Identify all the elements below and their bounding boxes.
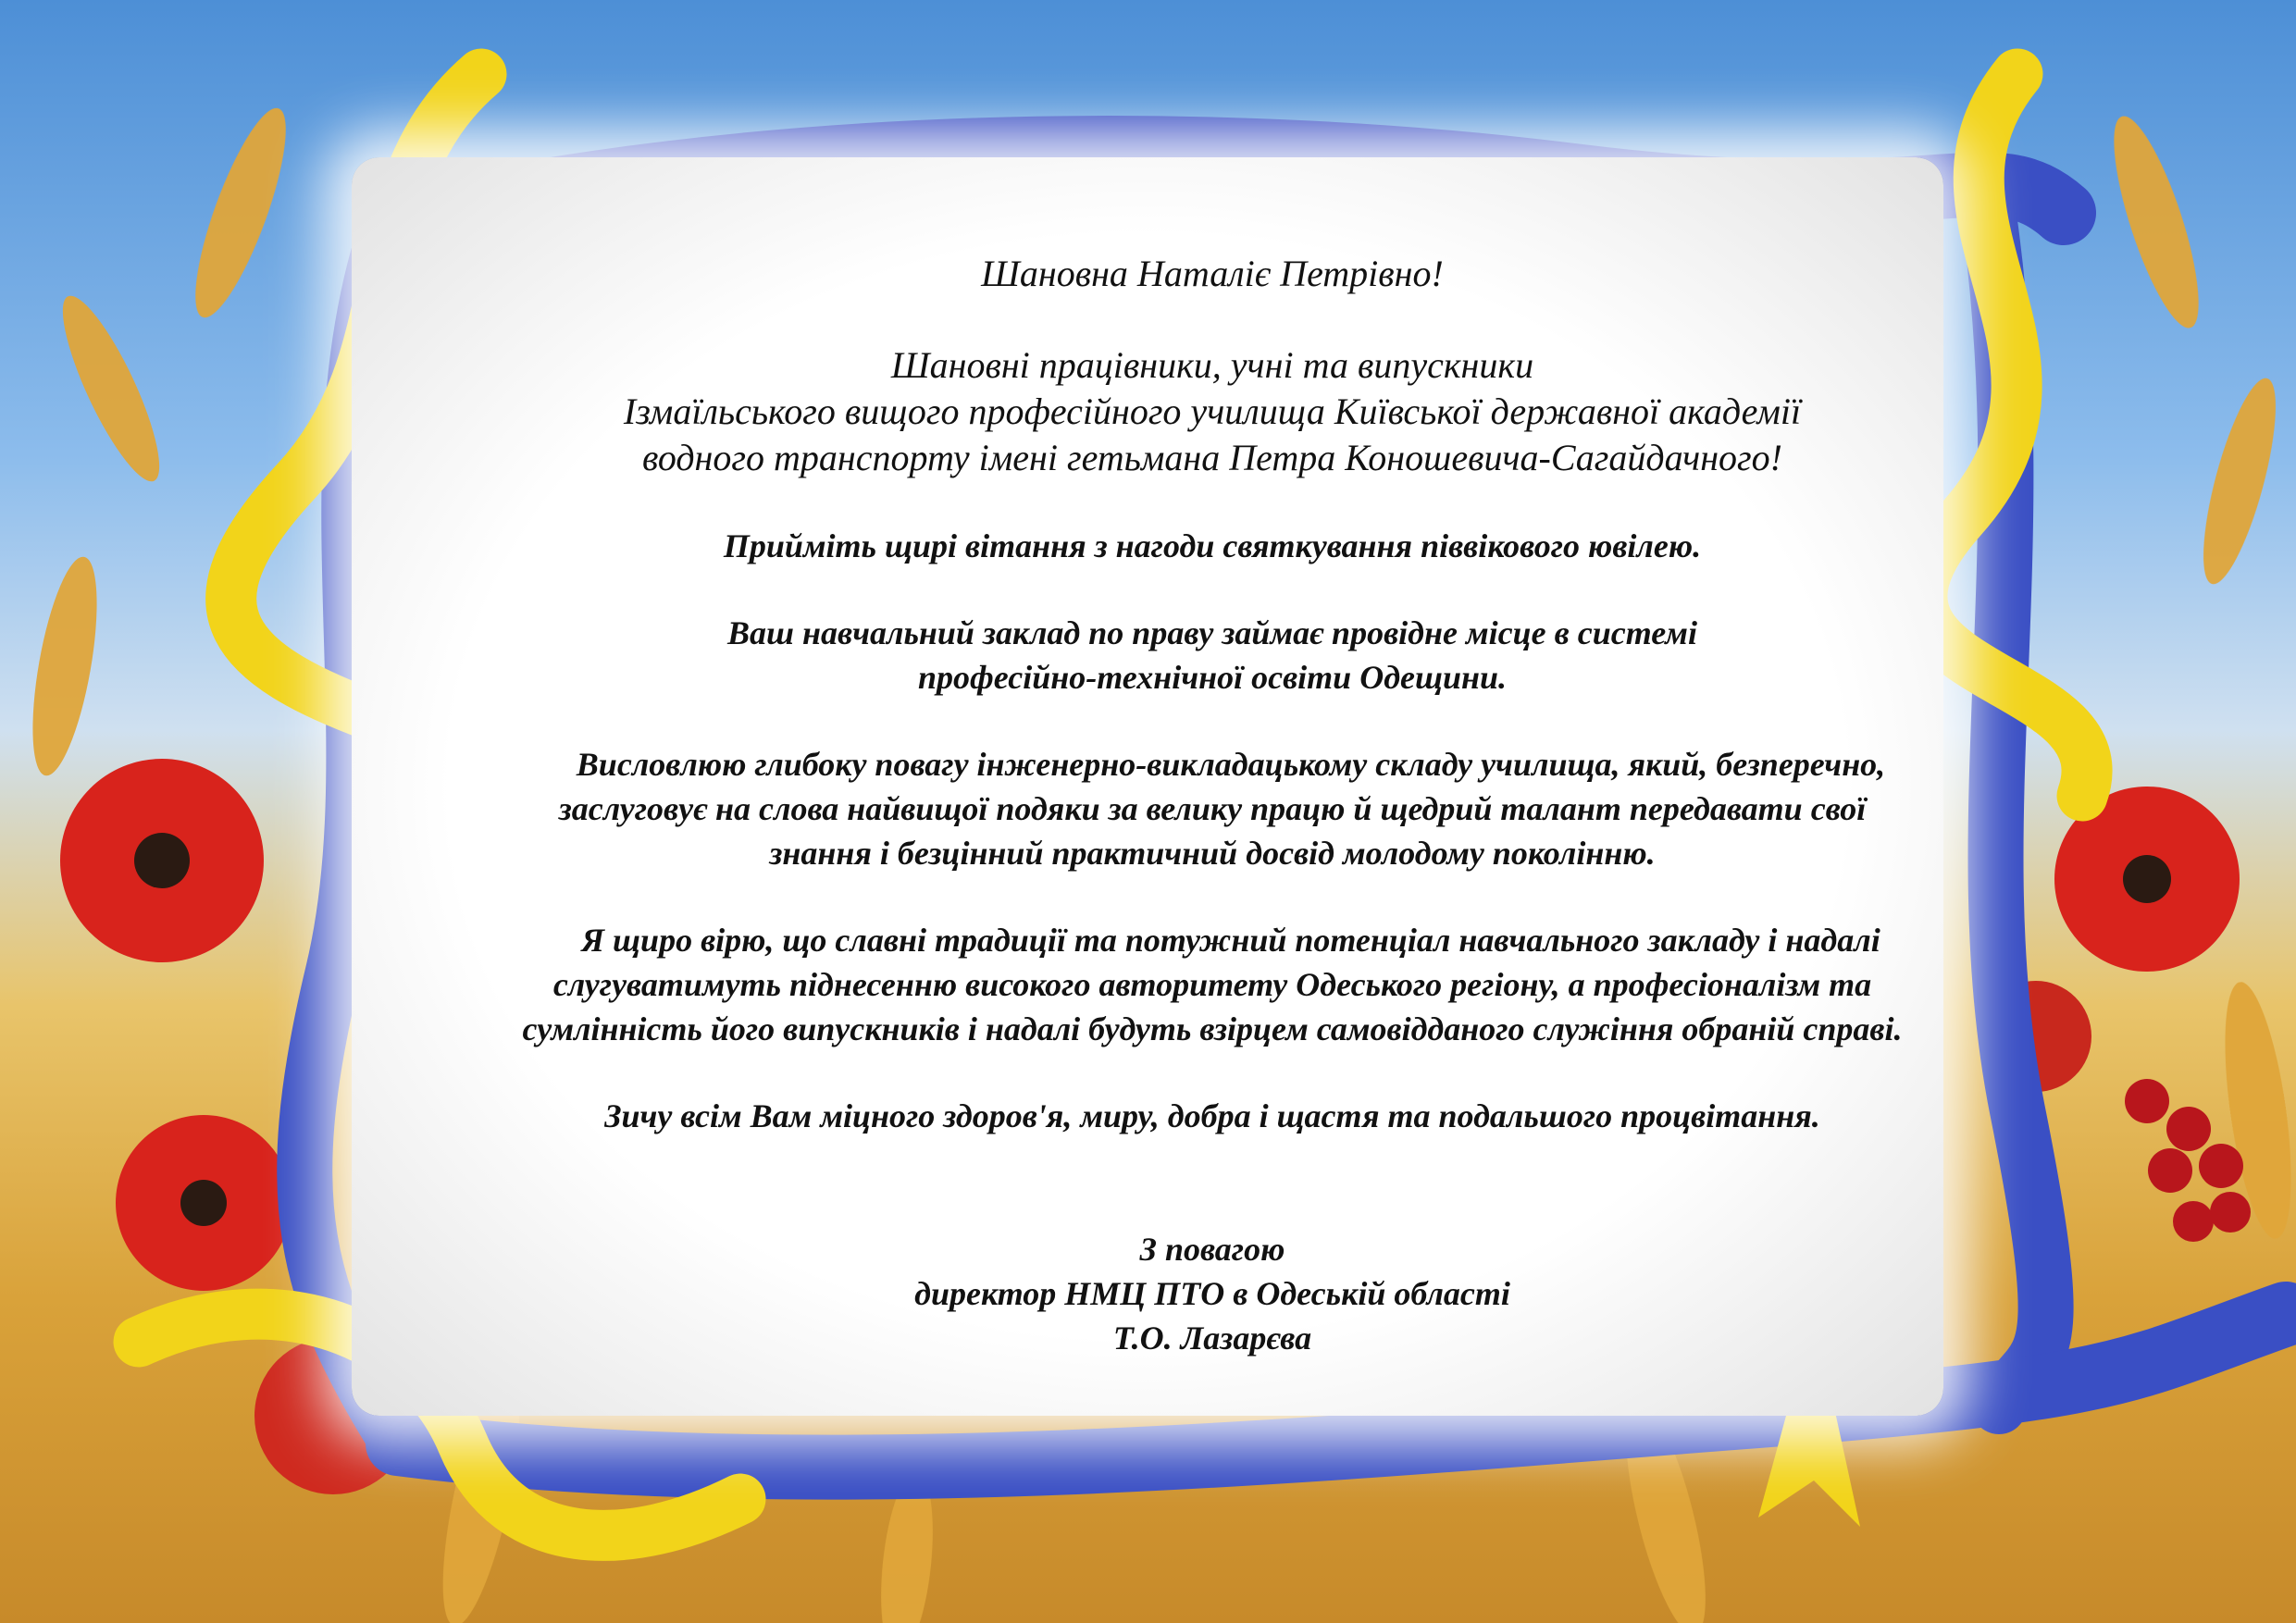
- address-line: водного транспорту імені гетьмана Петра Конoшевича-Сагайдачного!: [642, 437, 1782, 478]
- paragraph-line: знання і безцінний практичний досвід молодому поколінню.: [769, 835, 1656, 872]
- signature-line: З повагою: [1139, 1231, 1285, 1268]
- congratulation-letter: [352, 250, 2073, 1360]
- paragraph-line: професійно-технічної освіти Одещини.: [917, 659, 1508, 696]
- congrats-line: Прийміть щирі вітання з нагоди святкування піввікового ювілею.: [723, 527, 1702, 564]
- paragraph-line: Ваш навчальний заклад по праву займає провідне місце в системі: [727, 614, 1697, 651]
- wishes-line: Зичу всім Вам міцного здоров'я, миру, добра і щастя та подальшого процвітання.: [604, 1097, 1820, 1134]
- signature-line: директор НМЦ ПТО в Одеській області: [914, 1275, 1510, 1312]
- address-line: Ізмаїльського вищого професійного училища Київської державної академії: [623, 390, 1802, 432]
- address-line: Шановні працівники, учні та випускники: [890, 344, 1534, 386]
- greeting-line: Шановна Наталіє Петрівно!: [981, 253, 1444, 294]
- paragraph-line: Висловлюю глибоку повагу інженерно-викладацькому складу училища, який, безперечно,: [576, 746, 1886, 783]
- paragraph-line: Я щиро вірю, що славні традиції та потужний потенціал навчального закладу і надалі: [581, 922, 1880, 959]
- signature-line: Т.О. Лазарєва: [1112, 1319, 1312, 1357]
- paragraph-line: сумлінність його випускників і надалі будуть взірцем самовідданого служіння обраній справі.: [522, 1010, 1903, 1047]
- paragraph-line: слугуватимуть піднесенню високого авторитету Одеського регіону, а професіоналізм та: [552, 966, 1872, 1003]
- paragraph-line: заслуговує на слова найвищої подяки за велику працю й щедрий талант передавати свої: [558, 790, 1867, 827]
